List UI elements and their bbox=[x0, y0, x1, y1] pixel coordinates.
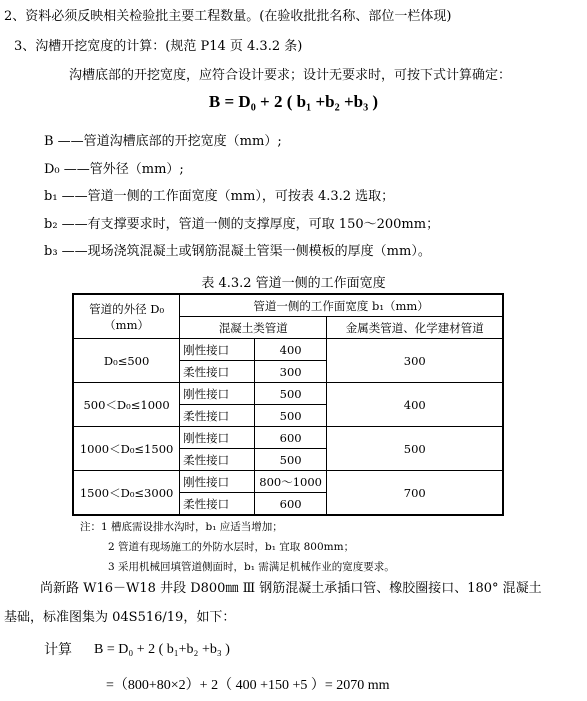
joint-type-cell: 柔性接口 bbox=[180, 493, 255, 516]
range-cell: 1500＜D₀≤3000 bbox=[73, 471, 180, 516]
definition-b1: b₁ ——管道一侧的工作面宽度（mm），可按表 4.3.2 选取； bbox=[44, 189, 395, 204]
definition-b3: b₃ ——现场浇筑混凝土或钢筋混凝土管渠一侧模板的厚度（mm）。 bbox=[44, 244, 431, 259]
table-header-row bbox=[73, 294, 503, 317]
table-row bbox=[73, 339, 503, 361]
joint-type-cell: 刚性接口 bbox=[180, 383, 255, 405]
value-cell: 600 bbox=[254, 493, 327, 516]
metal-value-cell: 700 bbox=[327, 471, 503, 516]
value-cell: 600 bbox=[254, 427, 327, 449]
project-line-1: 尚新路 W16－W18 井段 D800㎜ Ⅲ 钢筋混凝土承插口管、橡胶圈接口、180° 混凝土 bbox=[40, 581, 542, 596]
item-2-text: 2、资料必须反映相关检验批主要工程数量。(在验收批批名称、部位一栏体现) bbox=[4, 9, 452, 24]
joint-type-cell: 刚性接口 bbox=[180, 339, 255, 361]
table-note-2: 2 管道有现场施工的外防水层时，b₁ 宜取 800mm； bbox=[108, 541, 355, 553]
item-3-heading: 3、沟槽开挖宽度的计算：(规范 P14 页 4.3.2 条) bbox=[14, 39, 303, 54]
header-diameter bbox=[73, 294, 180, 339]
header-work-width: 管道一侧的工作面宽度 b₁（mm） bbox=[180, 294, 503, 317]
value-cell: 500 bbox=[254, 449, 327, 471]
header-metal-pipe: 金属类管道、化学建材管道 bbox=[327, 317, 503, 339]
header-concrete-pipe: 混凝土类管道 bbox=[180, 317, 327, 339]
value-cell: 300 bbox=[254, 361, 327, 383]
main-formula: B = D₀ + 2 ( b₁ +b₂ +b₃ ) bbox=[208, 92, 379, 111]
metal-value-cell: 500 bbox=[327, 427, 503, 471]
definition-b2: b₂ ——有支撑要求时，管道一侧的支撑厚度，可取 150～200mm； bbox=[44, 217, 440, 232]
joint-type-cell: 柔性接口 bbox=[180, 405, 255, 427]
table-row bbox=[73, 427, 503, 449]
table-row bbox=[73, 471, 503, 493]
intro-text: 沟槽底部的开挖宽度，应符合设计要求；设计无要求时，可按下式计算确定： bbox=[69, 68, 512, 83]
value-cell: 500 bbox=[254, 405, 327, 427]
metal-value-cell: 300 bbox=[327, 339, 503, 383]
metal-value-cell: 400 bbox=[327, 383, 503, 427]
range-cell: D₀≤500 bbox=[73, 339, 180, 383]
definition-b: B ——管道沟槽底部的开挖宽度（mm）; bbox=[44, 134, 282, 149]
definition-d0: D₀ ——管外径（mm）; bbox=[44, 162, 184, 177]
project-line-2: 基础，标准图集为 04S516/19，如下： bbox=[4, 610, 236, 625]
value-cell: 500 bbox=[254, 383, 327, 405]
calc-label: 计算 bbox=[44, 642, 72, 658]
table-note-1: 注：1 槽底需设排水沟时，b₁ 应适当增加； bbox=[80, 521, 283, 533]
joint-type-cell: 柔性接口 bbox=[180, 361, 255, 383]
joint-type-cell: 刚性接口 bbox=[180, 471, 255, 493]
table-caption: 表 4.3.2 管道一侧的工作面宽度 bbox=[201, 276, 386, 291]
header-diameter-unit: （mm） bbox=[104, 317, 149, 332]
range-cell: 500＜D₀≤1000 bbox=[73, 383, 180, 427]
joint-type-cell: 刚性接口 bbox=[180, 427, 255, 449]
value-cell: 800～1000 bbox=[254, 471, 327, 493]
calc-formula: B = D₀ + 2 ( b₁+b₂ +b₃ ) bbox=[94, 642, 230, 657]
joint-type-cell: 柔性接口 bbox=[180, 449, 255, 471]
calc-result: =（800+80×2）+ 2（ 400 +150 +5 ）= 2070 mm bbox=[106, 678, 390, 693]
work-width-table bbox=[72, 293, 504, 516]
table-note-3: 3 采用机械回填管道侧面时，b₁ 需满足机械作业的宽度要求。 bbox=[108, 561, 395, 573]
header-diameter-label: 管道的外径 D₀ bbox=[89, 301, 165, 316]
value-cell: 400 bbox=[254, 339, 327, 361]
table-row bbox=[73, 383, 503, 405]
range-cell: 1000＜D₀≤1500 bbox=[73, 427, 180, 471]
